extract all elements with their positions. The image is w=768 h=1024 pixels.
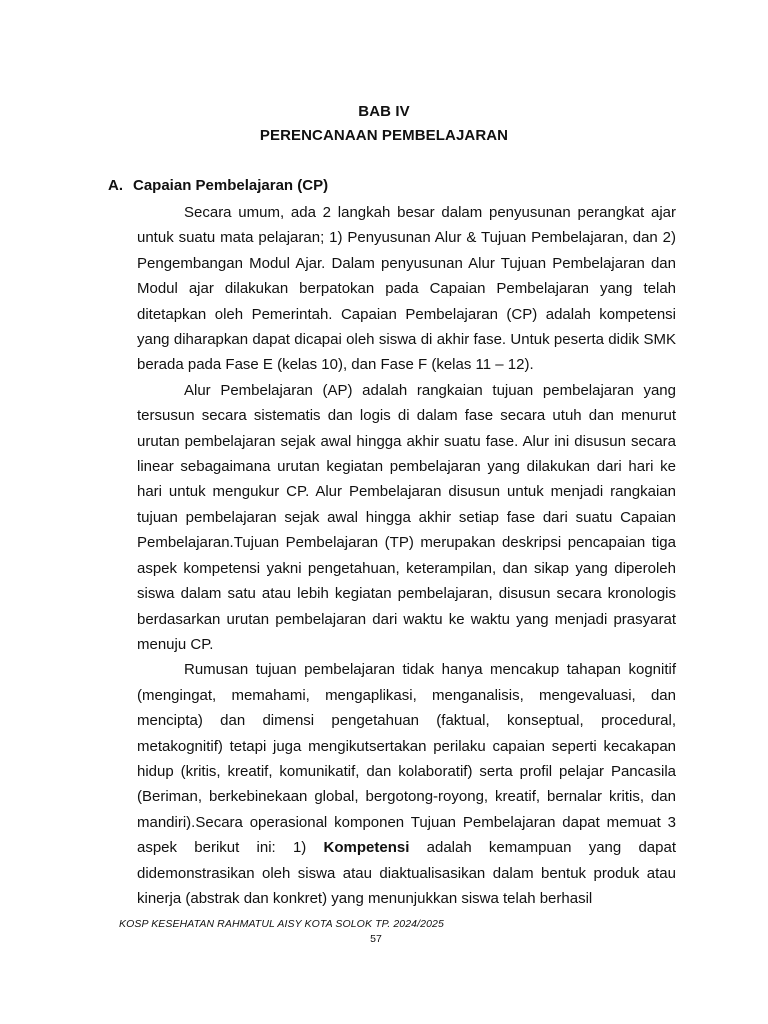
chapter-number: BAB IV — [358, 103, 410, 120]
paragraph-2: Alur Pembelajaran (AP) adalah rangkaian tujuan pembelajaran yang tersusun secara sistematis dan logis di dalam fase secara utuh dan menurut urutan pembelajaran sejak awal hingga akhir suatu fase. Alur ini disusun secara linear sebagaimana urutan kegiatan pembelajaran yang dilakukan dari hari ke hari untuk mengukur CP. Alur Pembelajaran disusun untuk menjadi rangkaian tujuan pembelajaran sejak awal hingga akhir setiap fase dari suatu Capaian Pembelajaran.Tujuan Pembelajaran (TP) merupakan deskripsi pencapaian tiga aspek kompetensi yakni pengetahuan, keterampilan, dan sikap yang diperoleh siswa dalam satu atau lebih kegiatan pembelajaran, disusun secara kronologis berdasarkan urutan pembelajaran dari waktu ke waktu yang menjadi prasyarat menuju CP. — [137, 381, 676, 653]
body-text — [137, 200, 676, 911]
section-heading — [108, 177, 328, 194]
page-number: 57 — [370, 933, 382, 945]
paragraph-1: Secara umum, ada 2 langkah besar dalam penyusunan perangkat ajar untuk suatu mata pelajaran; 1) Penyusunan Alur & Tujuan Pembelajaran, dan 2) Pengembangan Modul Ajar. Dalam penyusunan Alur Tujuan Pembelajaran dan Modul ajar dilakukan berpatokan pada Capaian Pembelajaran yang telah ditetapkan oleh Pemerintah. Capaian Pembelajaran (CP) adalah kompetensi yang diharapkan dapat dicapai oleh siswa di akhir fase. Untuk peserta didik SMK berada pada Fase E (kelas 10), dan Fase F (kelas 11 – 12). — [137, 204, 676, 374]
paragraph-3-text-before: Rumusan tujuan pembelajaran tidak hanya mencakup tahapan kognitif (mengingat, memahami, mengaplikasi, menganalisis, mengevaluasi, dan mencipta) dan dimensi pengetahuan (faktual, konseptual, procedural, metakognitif) tetapi juga mengikutsertakan perilaku capaian seperti kecakapan hidup (kritis, kreatif, komunikatif, dan kolaboratif) serta profil pelajar Pancasila (Beriman, berkebinekaan global, bergotong-royong, kreatif, bernalar kritis, dan mandiri).Secara operasional komponen Tujuan Pembelajaran dapat memuat 3 aspek berikut ini: 1) — [137, 661, 676, 857]
term-kompetensi: Kompetensi — [323, 839, 410, 857]
paragraph-3-text-after: adalah kemampuan yang dapat didemonstrasikan oleh siswa atau diaktualisasikan dalam bentuk produk atau kinerja (abstrak dan konkret) yang menunjukkan siswa telah berhasil — [137, 839, 677, 907]
section-number: A. — [108, 177, 123, 194]
chapter-title: PERENCANAAN PEMBELAJARAN — [259, 127, 509, 144]
paragraph-3 — [137, 657, 676, 911]
footer-text: KOSP KESEHATAN RAHMATUL AISY KOTA SOLOK TP. 2024/2025 — [119, 918, 444, 930]
section-title: Capaian Pembelajaran (CP) — [133, 177, 329, 194]
